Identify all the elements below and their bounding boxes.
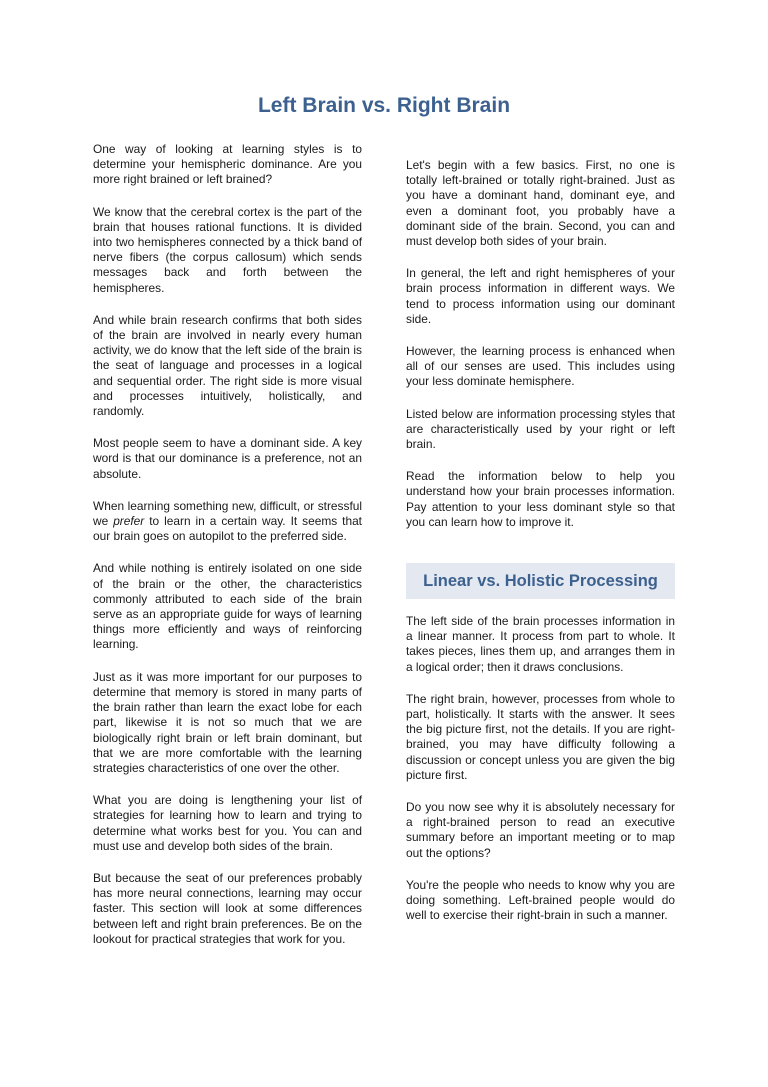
paragraph: Do you now see why it is absolutely necessary for a right-brained person to read an executive summary before an important meeting or to map out the options? <box>406 800 675 860</box>
paragraph: We know that the cerebral cortex is the part of the brain that houses rational functions. It is divided into two hemispheres connected by a thick band of nerve fibers (the corpus callosum) which sends messages back and forth between the hemispheres. <box>93 204 362 295</box>
paragraph: Listed below are information processing styles that are characteristically used by your right or left brain. <box>406 406 675 452</box>
right-column-bottom <box>406 614 675 923</box>
paragraph: In general, the left and right hemispheres of your brain process information in different ways. We tend to process information using our dominant side. <box>406 266 675 326</box>
paragraph: But because the seat of our preferences probably has more neural connections, learning may occur faster. This section will look at some differences between left and right brain preferences. Be on the lookout for practical strategies that work for you. <box>93 870 362 946</box>
paragraph: However, the learning process is enhanced when all of our senses are used. This includes using your less dominate hemisphere. <box>406 344 675 389</box>
paragraph: You're the people who needs to know why you are doing something. Left-brained people would do well to exercise their right-brain in such a manner. <box>406 877 675 923</box>
emphasis-text: prefer <box>113 514 145 529</box>
paragraph-text: When learning something new, difficult, or stressful we <box>93 498 362 529</box>
section-heading: Linear vs. Holistic Processing <box>423 571 658 590</box>
paragraph: And while brain research confirms that both sides of the brain are involved in nearly every human activity, we do know that the left side of the brain is the seat of language and processes in a logical and sequential order. The right side is more visual and processes intuitively, holistically, and randomly. <box>93 312 362 419</box>
paragraph: The left side of the brain processes information in a linear manner. It process from part to whole. It takes pieces, lines them up, and arranges them in a logical order; then it draws conclusions. <box>406 614 675 674</box>
paragraph: And while nothing is entirely isolated on one side of the brain or the other, the characteristics commonly attributed to each side of the brain serve as an appropriate guide for ways of learning things more efficiently and ways of reinforcing learning. <box>93 561 362 652</box>
paragraph: Read the information below to help you understand how your brain processes information. Pay attention to your less dominant style so that you can learn how to improve it. <box>406 469 675 529</box>
paragraph-text: to learn in a certain way. It seems that our brain goes on autopilot to the preferred side. <box>93 514 362 544</box>
paragraph: What you are doing is lengthening your list of strategies for learning how to learn and trying to determine what works best for you. You can and must use and develop both sides of the brain. <box>93 793 362 853</box>
section-heading-box <box>406 563 675 599</box>
left-column <box>93 142 362 947</box>
paragraph: Just as it was more important for our purposes to determine that memory is stored in many parts of the brain rather than learn the exact lobe for each part, likewise it is not so much that we are biologically right brain or left brain dominant, but that we are more comfortable with the learning strategies characteristics of one over the other. <box>93 669 362 775</box>
page-title: Left Brain vs. Right Brain <box>257 94 511 117</box>
paragraph <box>93 499 362 545</box>
paragraph: Most people seem to have a dominant side. A key word is that our dominance is a preference, not an absolute. <box>93 436 362 481</box>
paragraph: One way of looking at learning styles is to determine your hemispheric dominance. Are you more right brained or left brained? <box>93 142 362 187</box>
paragraph: The right brain, however, processes from whole to part, holistically. It starts with the answer. It sees the big picture first, not the details. If you are right-brained, you may have difficulty following a discussion or concept unless you are given the big picture first. <box>406 691 675 782</box>
paragraph: Let's begin with a few basics. First, no one is totally left-brained or totally right-brained. Just as you have a dominant hand, dominant eye, and even a dominant foot, you probably have a dominant side of the brain. Second, you can and must develop both sides of your brain. <box>406 158 675 249</box>
right-column-top <box>406 158 675 530</box>
